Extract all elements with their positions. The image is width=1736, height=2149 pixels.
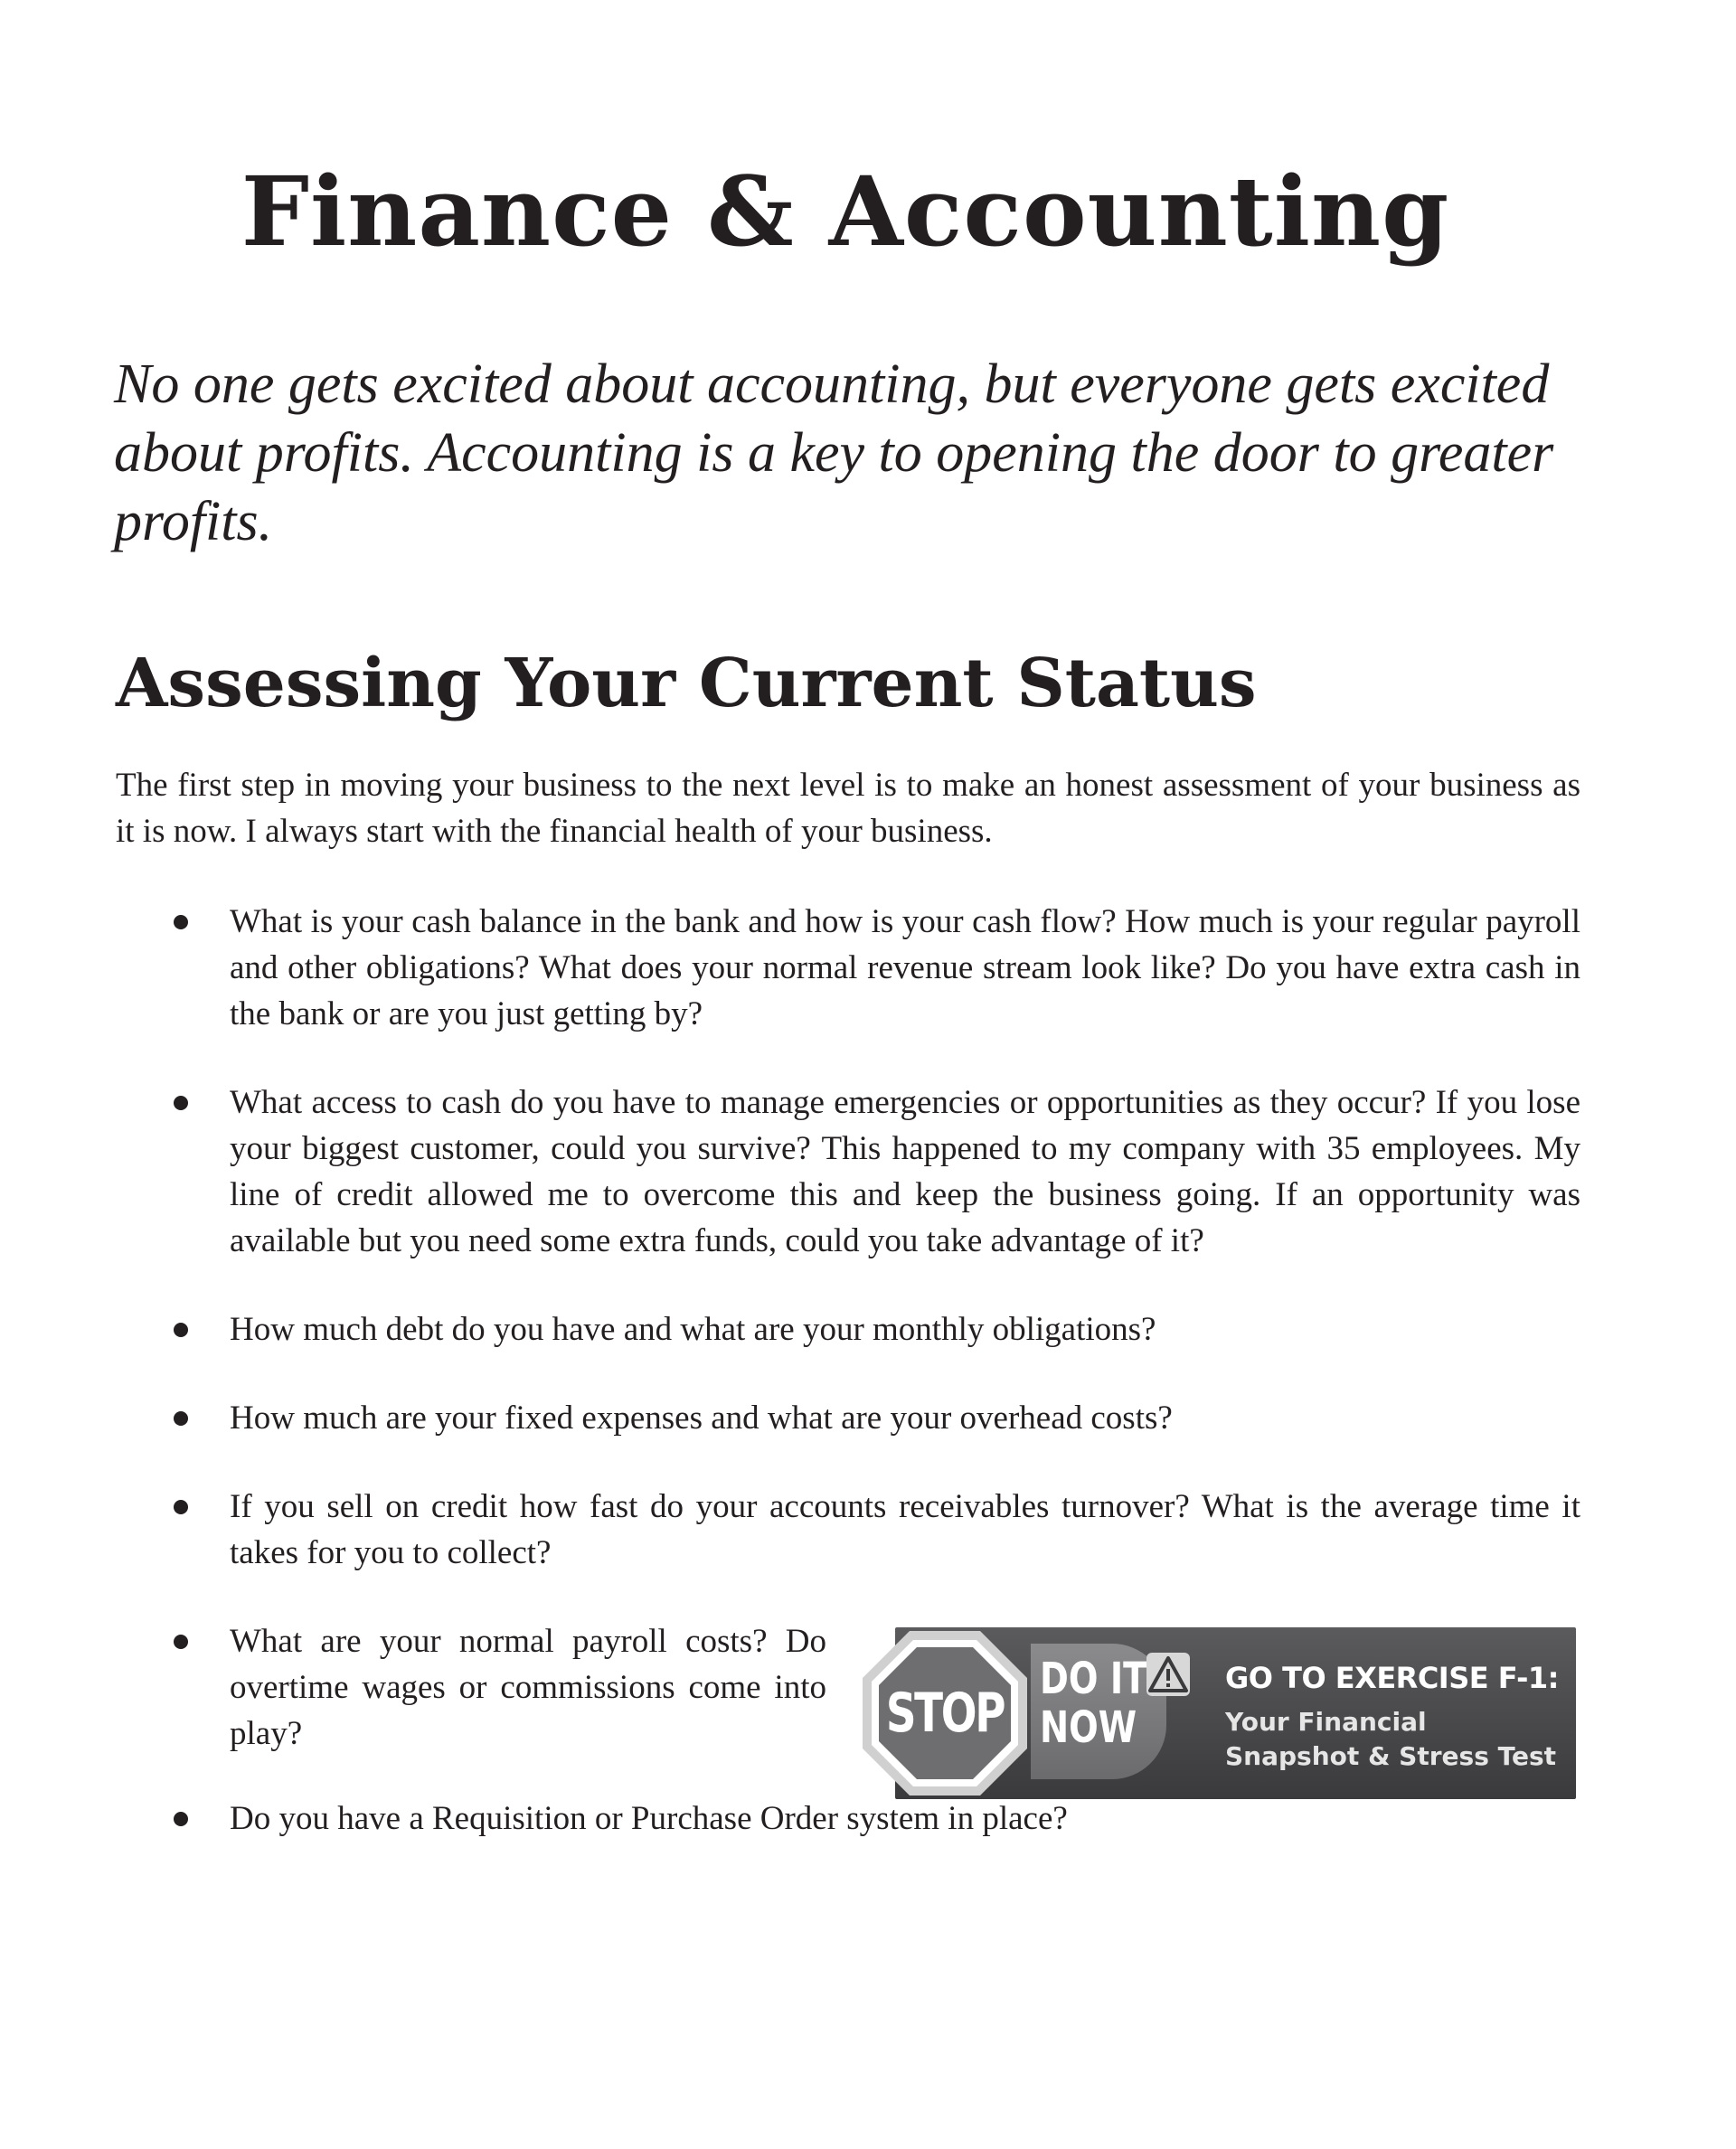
bullet-icon	[174, 1812, 188, 1826]
bullet-icon	[174, 1500, 188, 1514]
exercise-subtitle: Your Financial Snapshot & Stress Test	[1225, 1707, 1557, 1771]
list-item-text: What access to cash do you have to manage emergencies or opportunities as they occur? If you lose your biggest customer, could you survive? This happened to my company with 35 employees. My line of credit allowed me to overcome this and keep the business going. If an opportunity was available but you need some extra funds, could you take advantage of it?	[230, 1084, 1580, 1259]
list-item-text: What is your cash balance in the bank and how is your cash flow? How much is your regular payroll and other obligations? What does your normal revenue stream look like? Do you have extra cash in the bank or are you just getting by?	[230, 903, 1580, 1032]
do-it-now-label: DO IT NOW	[1040, 1654, 1147, 1753]
list-item	[116, 1395, 1580, 1441]
warning-icon	[1146, 1653, 1190, 1696]
bullet-icon	[174, 1323, 188, 1337]
bullet-icon	[174, 1096, 188, 1110]
list-item	[116, 899, 1580, 1037]
bullet-icon	[174, 1635, 188, 1649]
section-heading: Assessing Your Current Status	[116, 645, 1257, 722]
bullet-icon	[174, 1411, 188, 1426]
list-item-text: How much debt do you have and what are your monthly obligations?	[230, 1311, 1156, 1348]
list-item	[116, 1796, 1580, 1842]
intro-quote: No one gets excited about accounting, but everyone gets excited about profits. Accounting is a key to opening the door to greater profits.	[114, 353, 1554, 552]
list-item-text: If you sell on credit how fast do your accounts receivables turnover? What is the average time it takes for you to collect?	[230, 1488, 1580, 1571]
list-item	[116, 1079, 1580, 1264]
list-item	[116, 1306, 1580, 1353]
exercise-banner	[859, 1627, 1576, 1799]
bullet-icon	[174, 915, 188, 929]
list-item-text: What are your normal payroll costs? Do overtime wages or commissions come into play?	[230, 1623, 826, 1752]
intro-paragraph: The first step in moving your business to the next level is to make an honest assessment of your business as it is now. I always start with the financial health of your business.	[116, 767, 1580, 850]
stop-label: STOP	[885, 1682, 1005, 1745]
list-item-text: How much are your fixed expenses and what are your overhead costs?	[230, 1400, 1173, 1437]
list-item-text: Do you have a Requisition or Purchase Order system in place?	[230, 1800, 1068, 1837]
page-title: Finance & Accounting	[241, 155, 1450, 268]
list-item	[116, 1484, 1580, 1576]
exercise-title: GO TO EXERCISE F-1:	[1225, 1661, 1559, 1695]
